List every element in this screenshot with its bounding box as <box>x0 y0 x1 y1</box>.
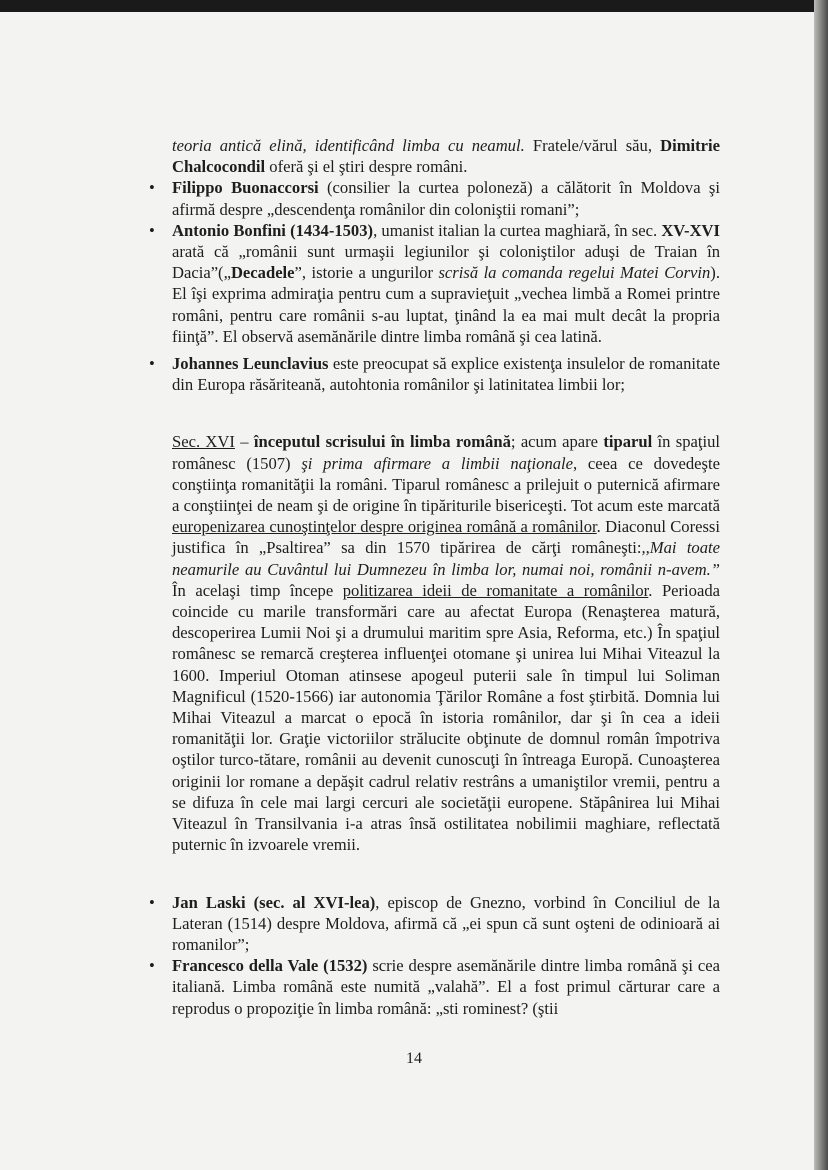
bullet-laski: • Jan Laski (sec. al XVI-lea), episcop de Gnezno, vorbind în Conciliul de la Lateran (1514) despre Moldova, afirmă că „ei spun că sunt oşteni de odinioară ai romanilor”; <box>149 892 720 954</box>
scan-right-edge <box>814 0 828 1170</box>
bullet-glyph: • <box>149 892 155 912</box>
page-body <box>149 135 720 1019</box>
bullet-glyph: • <box>149 178 155 198</box>
bullet-glyph: • <box>149 220 155 240</box>
bullet-glyph: • <box>149 354 155 374</box>
page-number: 14 <box>406 1050 422 1067</box>
scan-top-edge <box>0 0 828 12</box>
bullet-della-vale: • Francesco della Vale (1532) scrie despre asemănările dintre limba română şi cea italiană. Limba română este numită „valahă”. El a fost primul cărturar care a reprodus o propoziţie în limba română: „sti rominest? (ştii <box>149 956 720 1018</box>
sec16-paragraph: Sec. XVI – începutul scrisului în limba română; acum apare tiparul în spaţiul românesc (1507) şi prima afirmare a limbii naţionale, ceea ce dovedeşte conştiinţa romanităţii la români. Tiparul românesc a prilejuit o puternică afirmare a conştiinţei de neam şi de origine în tipăriturile bisericeşti. Tot acum este marcată europenizarea cunoştinţelor despre originea română a românilor. Diaconul Coressi justifica în „Psaltirea” sa din 1570 tipărirea de cărţi româneşti:,,Mai toate neamurile au Cuvântul lui Dumnezeu în limba lor, numai noi, românii n-avem.” În acelaşi timp începe politizarea ideii de romanitate a românilor. Perioada coincide cu marile transformări care au afectat Europa (Renaşterea matură, descoperirea Lumii Noi şi a drumului maritim spre Asia, Reforma, etc.) În spaţiul românesc se remarcă creşterea influenţei otomane şi unirea lui Mihai Viteazul la 1600. Imperiul Otoman atinsese apogeul puterii sale în timpul lui Soliman Magnificul (1520-1566) iar autonomia Ţărilor Române a fost ştirbită. Domnia lui Mihai Viteazul a marcat o epocă în istoria românilor, dar şi în cea a ideii romanităţii lor. Graţie victoriilor strălucite obţinute de domnul român împotriva oştilor turco-tătare, românii au devenit cunoscuţi în întreaga Europă. Cunoaşterea originii lor romane a depăşit cadrul relativ restrâns a umaniştilor vremii, pentru a se difuza în cele mai largi cercuri ale societăţii europene. Stăpânirea lui Mihai Viteazul în Transilvania i-a atras însă ostilitatea nobilimii maghiare, reflectată puternic în izvoarele vremii. <box>172 432 720 855</box>
bullet-glyph: • <box>149 956 155 976</box>
bullet-leunclavius: • Johannes Leunclavius este preocupat să explice existenţa insulelor de romanitate din Europa răsăriteană, autohtonia românilor şi latinitatea limbii lor; <box>149 354 720 395</box>
bullet-bonfini: • Antonio Bonfini (1434-1503), umanist italian la curtea maghiară, în sec. XV-XVI arată că „românii sunt urmaşii legiunilor şi coloniştilor aduşi de Traian în Dacia”(„Decadele”, istorie a ungurilor scrisă la comanda regelui Matei Corvin). El îşi exprima admiraţia pentru cum a supravieţuit „vechea limbă a Romei printre români, pentru care românii s-au luptat, ţinând la ea mai mult decât la propria fiinţă”. El observă asemănările dintre limba română şi cea latină. <box>149 220 720 346</box>
bullet-buonaccorsi: • Filippo Buonaccorsi (consilier la curtea poloneză) a călătorit în Moldova şi afirmă despre „descendenţa românilor din coloniştii romani”; <box>149 178 720 219</box>
intro-paragraph: teoria antică elină, identificând limba cu neamul. Fratele/vărul său, Dimitrie Chalcocondil oferă şi el ştiri despre români. <box>172 136 720 177</box>
